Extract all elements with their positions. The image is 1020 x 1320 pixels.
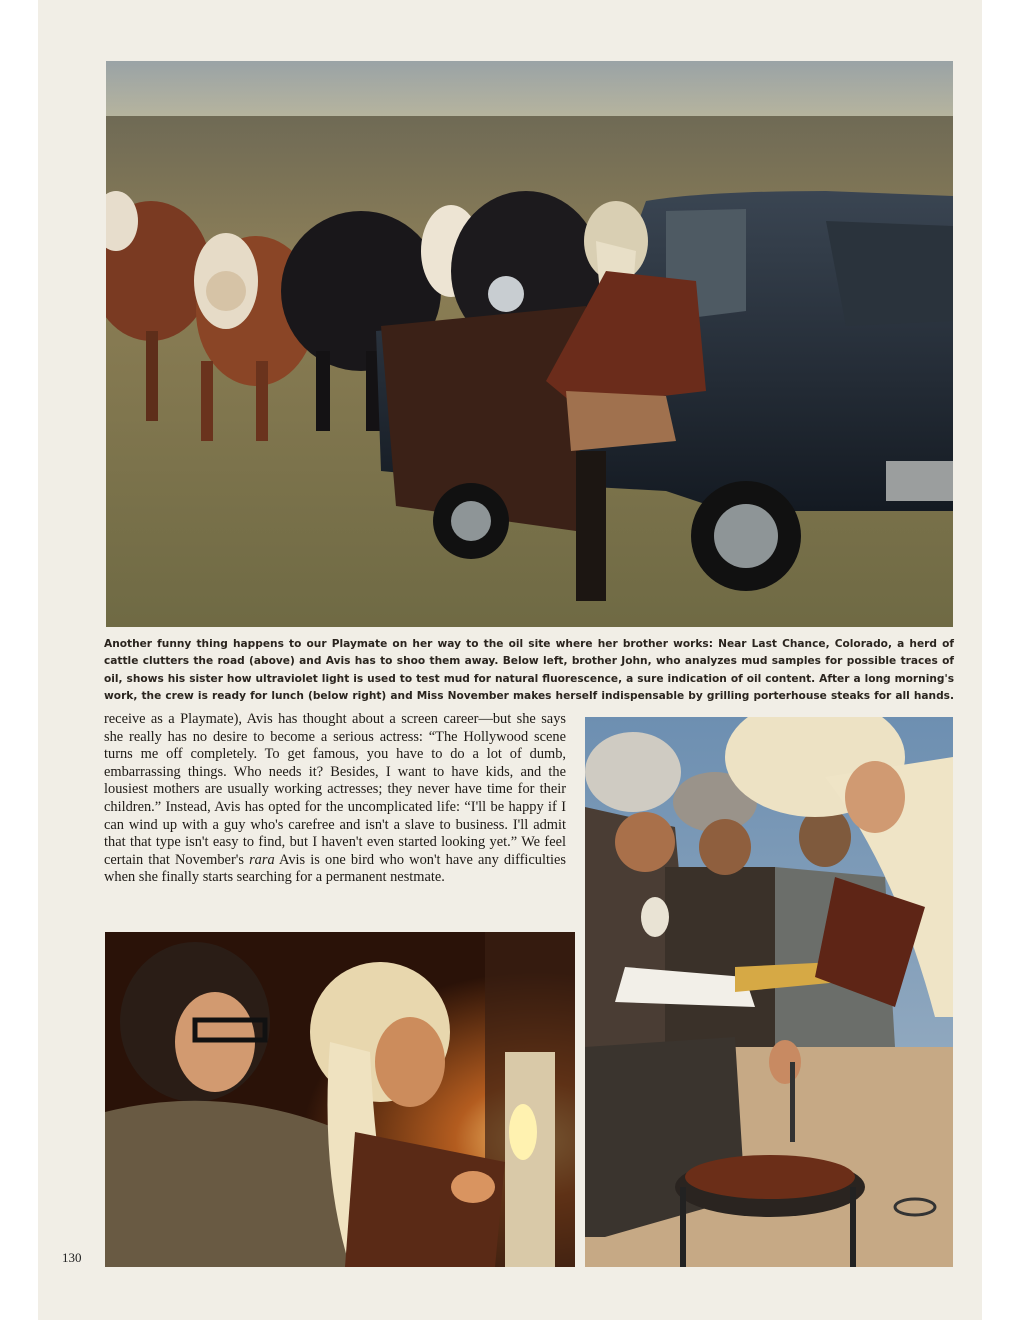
article-text-part-1: receive as a Playmate), Avis has thought about a screen career—but she says she really has no desire to become a serious actress: “The Hollywood scene turns me off completely. To get famous, you have to do a lot of dumb, embarrassing things. Who needs it? Besides, I want to have kids, and the lousiest mothers are usually working actresses; they never have time for their children.” Instead, Avis has opted for the uncomplicated life: “I'll be happy if I can wind up with a guy who's carefree and isn't a slave to business. I'll admit that that type isn't easy to find, but I haven't even started looking yet.” We feel certain that November's bbox=[104, 711, 566, 868]
photo-cattle-and-car bbox=[106, 61, 953, 627]
article-text bbox=[104, 711, 566, 887]
article-text-part-2: Avis is one bird who won't have any difficulties when she finally starts searching for a permanent nestmate. bbox=[104, 851, 566, 886]
photo-crew-lunch-grill bbox=[585, 717, 953, 1267]
photo-ultraviolet-test bbox=[105, 932, 575, 1267]
photo-caption: Another funny thing happens to our Playmate on her way to the oil site where her brother works: Near Last Chance, Colorado, a herd of cattle clutters the road (above) and Avis has to shoo them away. Below left, brother John, who analyzes mud samples for possible traces of oil, shows his sister how ultraviolet light is used to test mud for natural fluorescence, a sure indication of oil content. After a long morning's work, the crew is ready for lunch (below right) and Miss November makes herself indispensable by grilling porterhouse steaks for all hands. bbox=[104, 638, 954, 703]
article-italic-word: rara bbox=[249, 851, 275, 868]
page-number: 130 bbox=[62, 1250, 82, 1265]
